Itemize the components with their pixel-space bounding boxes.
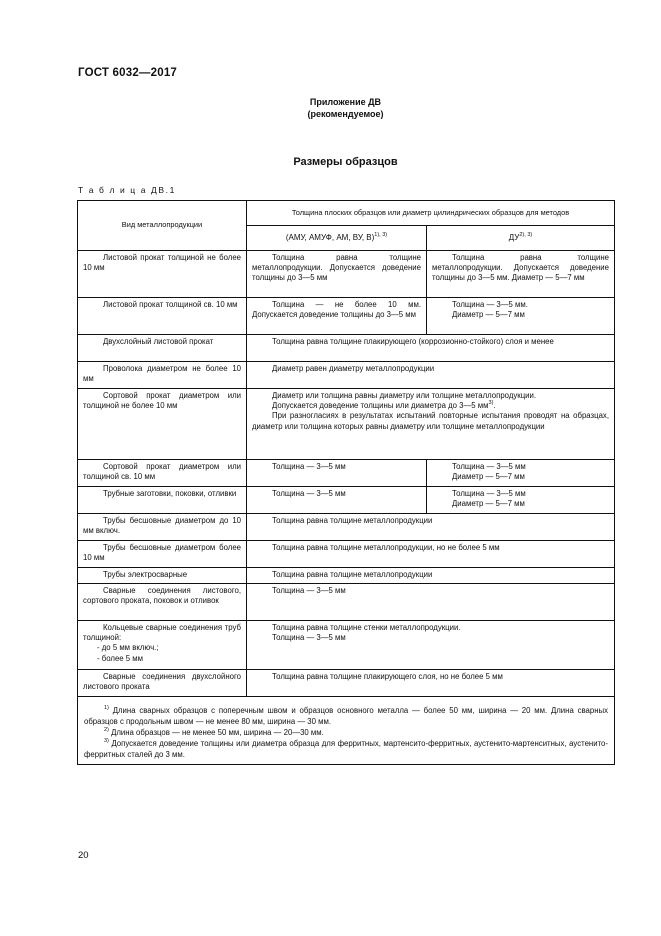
cell-methods-a: Толщина — 3—5 мм	[247, 487, 427, 514]
table-row	[78, 487, 615, 514]
table-row	[78, 335, 615, 362]
table-row	[78, 621, 615, 670]
header-group: Толщина плоских образцов или диаметр цилиндрических образцов для методов	[247, 201, 615, 226]
table-caption: Т а б л и ц а ДВ.1	[78, 185, 176, 195]
cell-methods-b: Толщина — 3—5 мм Диаметр — 5—7 мм	[427, 460, 615, 487]
cell-product: Трубные заготовки, поковки, отливки	[78, 487, 247, 514]
cell-product: Трубы бесшовные диаметром более 10 мм	[78, 541, 247, 568]
header-methods-a: (АМУ, АМУФ, АМ, ВУ, В)$^{1), 3)}$	[247, 226, 427, 251]
cell-product: Листовой прокат толщиной св. 10 мм	[78, 298, 247, 335]
cell-methods-b: Толщина — 3—5 мм. Диаметр — 5—7 мм	[427, 298, 615, 335]
cell-product: Листовой прокат толщиной не более 10 мм	[78, 251, 247, 298]
cell-methods-ab: Толщина равна толщине плакирующего слоя, но не более 5 мм	[247, 670, 615, 697]
cell-methods-ab: Толщина равна толщине стенки металлопродукции. Толщина — 3—5 мм	[247, 621, 615, 670]
footnote-3: $^{3)}$ Допускается доведение толщины или диаметра образца для ферритных, мартенсито-ферритных, аустенито-мартенситных, аустенито-ферритных сталей до 3 мм.	[84, 738, 608, 759]
cell-methods-a: Толщина равна толщине металлопродукции. Допускается доведение толщины до 3—5 мм	[247, 251, 427, 298]
header-product: Вид металлопродукции	[78, 201, 247, 251]
specimen-size-table	[77, 200, 615, 765]
cell-product: Трубы электросварные	[78, 568, 247, 584]
cell-product: Двухслойный листовой прокат	[78, 335, 247, 362]
footnote-2: $^{2)}$ Длина образцов — не менее 50 мм, ширина — 20—30 мм.	[104, 727, 324, 737]
section-title: Размеры образцов	[293, 156, 398, 168]
cell-methods-ab: Толщина равна толщине плакирующего (коррозионно-стойкого) слоя и менее	[247, 335, 615, 362]
cell-product: Сортовой прокат диаметром или толщиной не более 10 мм	[78, 389, 247, 460]
table-row	[78, 298, 615, 335]
table-footnotes	[78, 697, 615, 765]
table-row	[78, 541, 615, 568]
table-row	[78, 670, 615, 697]
cell-methods-a: Толщина — не более 10 мм. Допускается доведение толщины до 3—5 мм	[247, 298, 427, 335]
cell-methods-ab: Диаметр или толщина равны диаметру или толщине металлопродукции. Допускается доведение толщины или диаметра до 3—5 $мм^{3)}$. При разногласиях в результатах испытаний повторные испытания проводят на образцах, диаметр или толщина которых равны диаметру или толщине металлопродукции	[247, 389, 615, 460]
table-row	[78, 362, 615, 389]
table-row	[78, 568, 615, 584]
cell-product: Сварные соединения двухслойного листового проката	[78, 670, 247, 697]
header-methods-b: $ДУ^{2), 3)}$	[427, 226, 615, 251]
table-row	[78, 251, 615, 298]
cell-product: Проволока диаметром не более 10 мм	[78, 362, 247, 389]
footnote-1: $^{1)}$ Длина сварных образцов с поперечным швом и образцов основного металла — более 50 мм, ширина — 20 мм. Длина сварных образцов с продольным швом — не менее 80 мм, ширина — 30 мм.	[84, 705, 609, 726]
table-footnotes-row	[78, 697, 615, 765]
cell-product: Сортовой прокат диаметром или толщиной св. 10 мм	[78, 460, 247, 487]
table-row	[78, 514, 615, 541]
cell-methods-b: Толщина равна толщине металлопродукции. Допускается доведение толщины до 3—5 мм. Диаметр — 5—7 мм	[427, 251, 615, 298]
cell-methods-ab: Толщина — 3—5 мм	[247, 584, 615, 621]
cell-methods-ab: Диаметр равен диаметру металлопродукции	[247, 362, 615, 389]
table-row	[78, 584, 615, 621]
appendix-title: Приложение ДВ	[309, 97, 382, 107]
page-number: 20	[78, 850, 89, 861]
cell-product: Сварные соединения листового, сортового проката, поковок и отливок	[78, 584, 247, 621]
cell-product: Трубы бесшовные диаметром до 10 мм включ.	[78, 514, 247, 541]
table-header-row	[78, 201, 615, 226]
appendix-note: (рекомендуемое)	[307, 109, 384, 119]
cell-product: Кольцевые сварные соединения труб толщиной: - до 5 мм включ.; - более 5 мм	[78, 621, 247, 670]
cell-methods-ab: Толщина равна толщине металлопродукции, но не более 5 мм	[247, 541, 615, 568]
cell-methods-ab: Толщина равна толщине металлопродукции	[247, 514, 615, 541]
cell-methods-a: Толщина — 3—5 мм	[247, 460, 427, 487]
table-row	[78, 460, 615, 487]
document-header: ГОСТ 6032—2017	[78, 67, 178, 79]
cell-methods-b: Толщина — 3—5 мм Диаметр — 5—7 мм	[427, 487, 615, 514]
table-row	[78, 389, 615, 460]
cell-methods-ab: Толщина равна толщине металлопродукции	[247, 568, 615, 584]
